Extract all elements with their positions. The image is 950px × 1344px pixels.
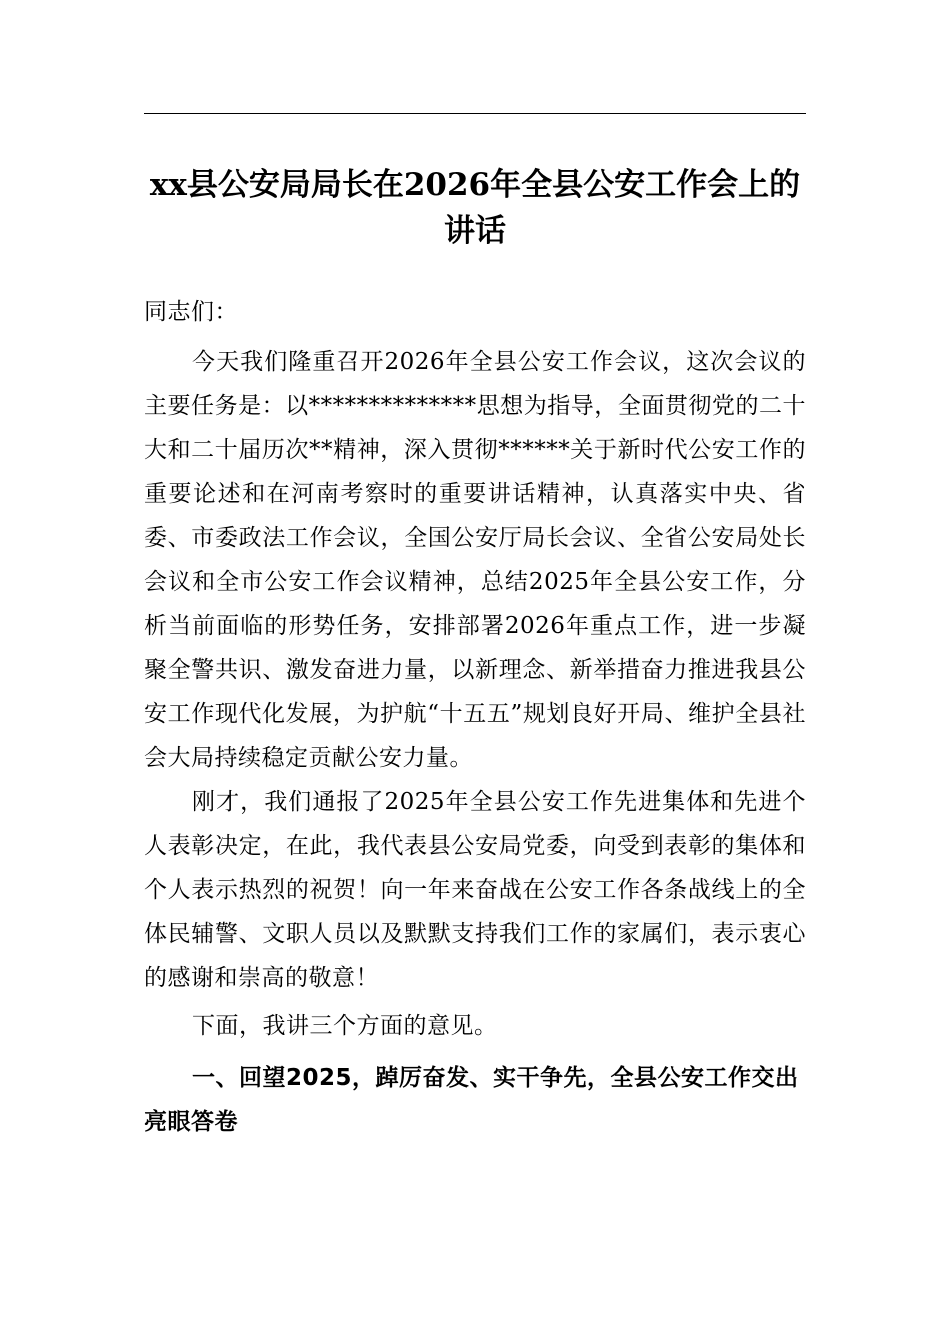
header-rule (144, 113, 806, 114)
section-heading: 一、回望2025，踔厉奋发、实干争先，全县公安工作交出亮眼答卷 (144, 1065, 799, 1135)
paragraph: 刚才，我们通报了2025年全县公安工作先进集体和先进个人表彰决定，在此，我代表县公安局党委，向受到表彰的集体和个人表示热烈的祝贺！向一年来奋战在公安工作各条战线上的全体民辅警、文职人员以及默默支持我们工作的家属们，表示衷心的感谢和崇高的敬意！ (144, 789, 806, 991)
document-body (144, 290, 806, 1144)
paragraph: 下面，我讲三个方面的意见。 (192, 1013, 498, 1039)
paragraph: 今天我们隆重召开2026年全县公安工作会议，这次会议的主要任务是：以**************思想为指导，全面贯彻党的二十大和二十届历次**精神，深入贯彻******关于新时代公安工作的重要论述和在河南考察时的重要讲话精神，认真落实中央、省委、市委政法工作会议，全国公安厅局长会议、全省公安局处长会议和全市公安工作会议精神，总结2025年全县公安工作，分析当前面临的形势任务，安排部署2026年重点工作，进一步凝聚全警共识、激发奋进力量，以新理念、新举措奋力推进我县公安工作现代化发展，为护航“十五五”规划良好开局、维护全县社会大局持续稳定贡献公安力量。 (144, 349, 806, 771)
salutation: 同志们： (144, 299, 238, 325)
document-title: xx县公安局局长在2026年全县公安工作会上的讲话 (149, 167, 801, 249)
